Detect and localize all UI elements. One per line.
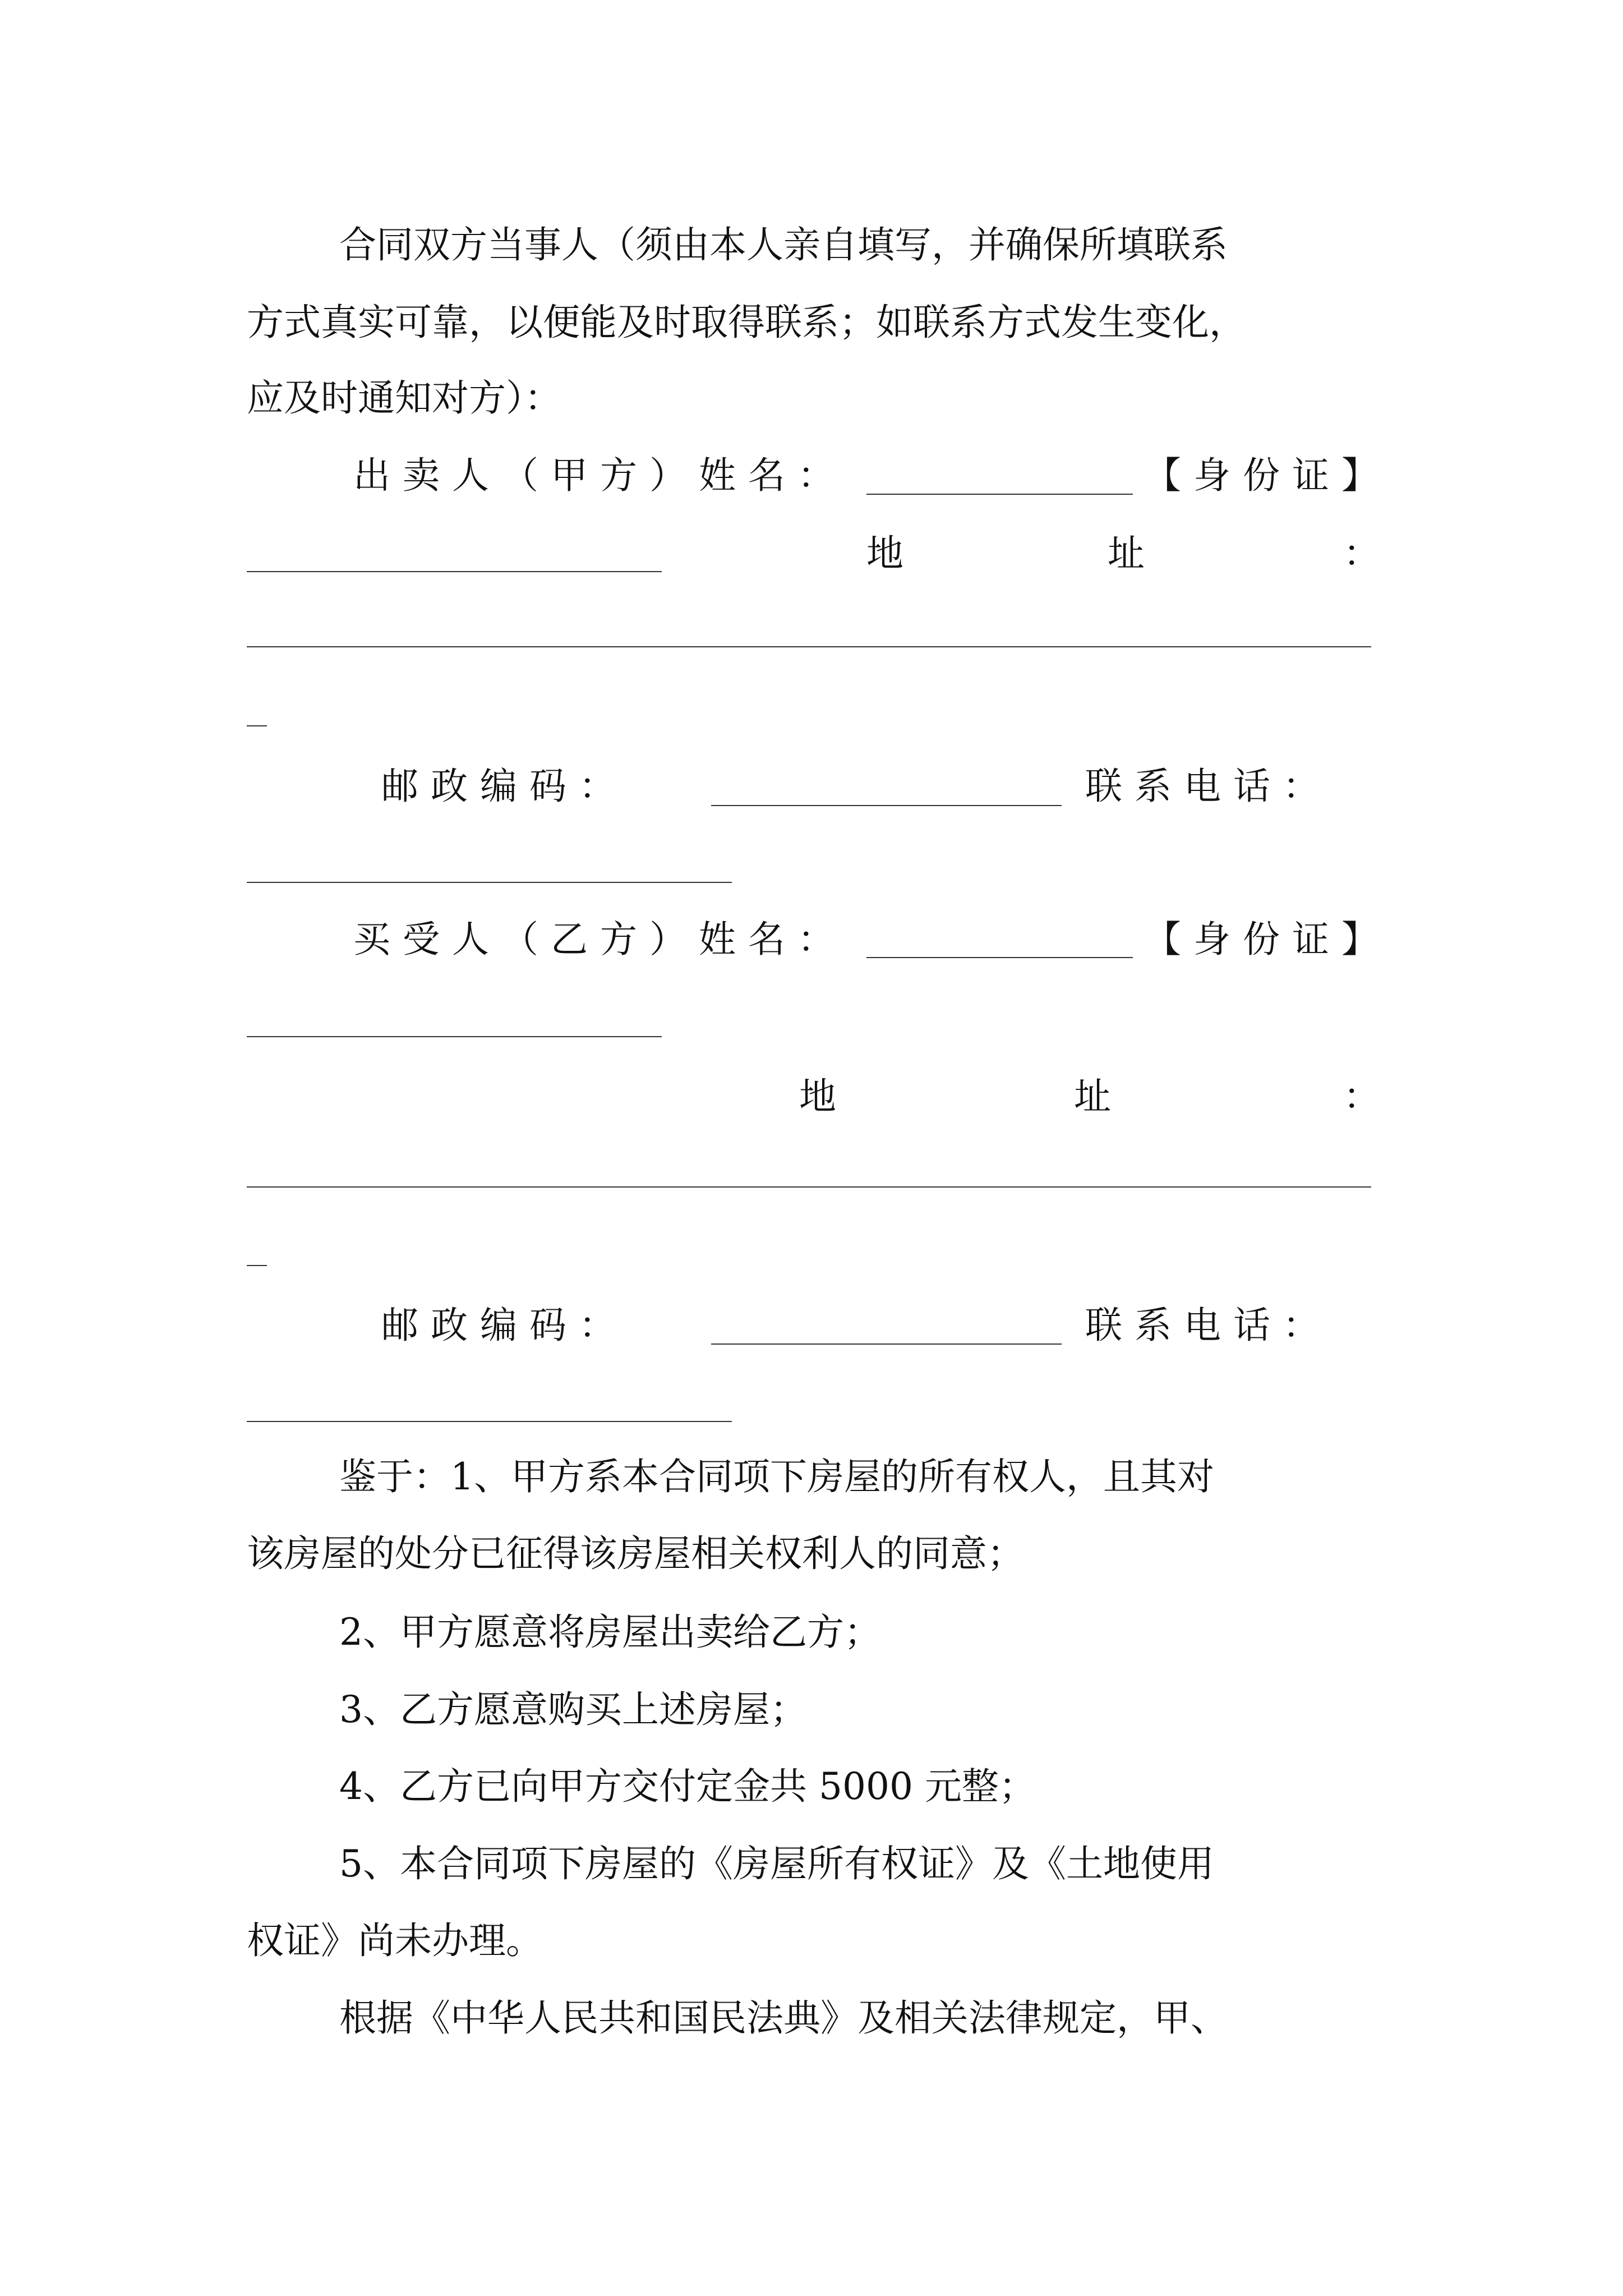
seller-address-label-2: 址 [1108,532,1145,575]
whereas-item-1-line-2: 该房屋的处分已征得该房屋相关权利人的同意； [247,1532,1024,1575]
seller-address-blank-tail [247,725,267,726]
intro-line-3: 应及时通知对方）： [247,376,561,420]
buyer-address-blank [247,1186,1371,1188]
seller-phone-label: 联系电话： [1085,765,1332,808]
seller-id-blank [247,571,662,572]
buyer-id-blank [247,1036,662,1037]
buyer-phone-label: 联系电话： [1085,1304,1332,1347]
whereas-item-1-line-1: 鉴于：1、甲方系本合同项下房屋的所有权人，且其对 [339,1455,1214,1498]
buyer-postcode-blank [711,1343,1062,1345]
buyer-address-colon: ： [1343,1075,1380,1118]
whereas-item-2: 2、甲方愿意将房屋出卖给乙方； [339,1611,881,1654]
buyer-postcode-label: 邮政编码： [381,1304,628,1347]
seller-address-blank [247,646,1371,647]
seller-address-colon: ： [1343,532,1380,575]
intro-line-2: 方式真实可靠，以便能及时取得联系；如联系方式发生变化， [247,301,1246,344]
whereas-item-5-line-1: 5、本合同项下房屋的《房屋所有权证》及《土地使用 [339,1842,1214,1885]
buyer-name-blank [866,957,1133,958]
seller-name-blank [866,494,1133,495]
buyer-address-label-1: 地 [799,1075,836,1118]
whereas-item-5-line-2: 权证》尚未办理。 [247,1919,543,1962]
buyer-phone-blank [247,1421,732,1422]
seller-name-label: 出卖人（甲方）姓名： [353,454,847,497]
basis-line-1: 根据《中华人民共和国民法典》及相关法律规定，甲、 [339,1996,1228,2040]
intro-line-1: 合同双方当事人（须由本人亲自填写，并确保所填联系 [339,223,1228,266]
seller-id-label: 【身份证】 [1144,454,1391,497]
seller-postcode-blank [711,805,1062,806]
buyer-address-blank-tail [247,1265,267,1266]
buyer-address-label-2: 址 [1074,1075,1111,1118]
seller-postcode-label: 邮政编码： [381,765,628,808]
buyer-name-label: 买受人（乙方）姓名： [353,918,847,961]
whereas-item-3: 3、乙方愿意购买上述房屋； [339,1688,807,1731]
seller-phone-blank [247,882,732,883]
whereas-item-4: 4、乙方已向甲方交付定金共 5000 元整； [339,1765,1036,1808]
buyer-id-label: 【身份证】 [1144,918,1391,961]
seller-address-label-1: 地 [866,532,903,575]
